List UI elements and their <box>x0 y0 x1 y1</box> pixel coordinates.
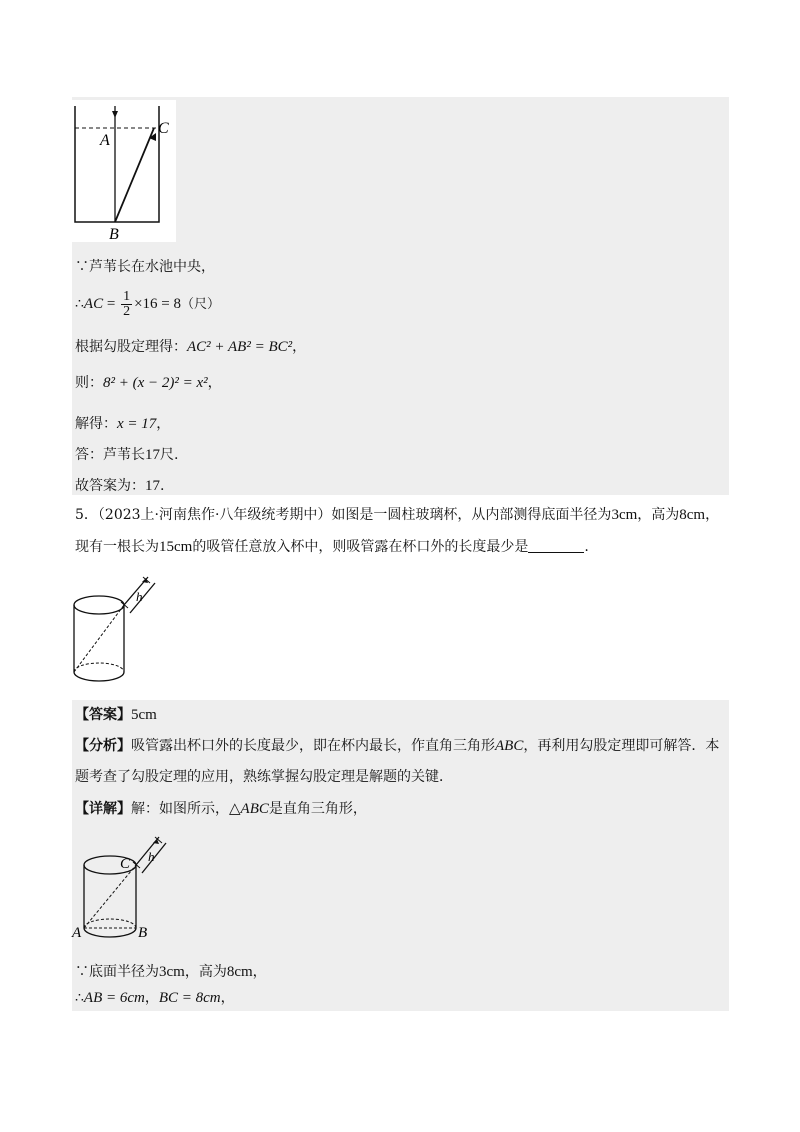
detail-line-2: ∵底面半径为3cm，高为8cm， <box>75 964 267 980</box>
sol-line-7: 故答案为：17. <box>75 478 165 494</box>
sol-line-3: 根据勾股定理得：AC² + AB² = BC²， <box>75 339 307 355</box>
detail-line-3: ∴AB = 6cm，BC = 8cm， <box>75 990 235 1006</box>
analysis-line-1: 【分析】吸管露出杯口外的长度最少，即在杯内最长，作直角三角形ABC，再利用勾股定理即可解答．本 <box>75 738 720 754</box>
sol-line-1: ∵芦苇长在水池中央， <box>75 259 215 275</box>
answer-line <box>75 705 157 725</box>
sol-line-4: 则：8² + (x − 2)² = x²， <box>75 375 222 391</box>
fraction: $\frac{1}{2}$ <box>123 288 131 319</box>
detail-line-1: 【详解】解：如图所示，△ABC是直角三角形， <box>75 801 367 817</box>
sol-line-6: 答：芦苇长17尺. <box>75 447 179 463</box>
pool-reed-figure <box>72 100 176 242</box>
label-h: h <box>148 849 155 864</box>
label-h: h <box>136 589 143 604</box>
cylinder-abc-figure <box>70 830 182 945</box>
label-c: C <box>158 120 169 137</box>
label-c: C <box>120 856 131 872</box>
question-line-1: 5．（2023上·河南焦作·八年级统考期中）如图是一圆柱玻璃杯，从内部测得底面半径为3cm，高为8cm， <box>75 507 720 523</box>
sol-line-2: ∴AC = $\frac{1}{2}$ ×16 = 8（尺） <box>75 288 220 319</box>
analysis-line-2: 题考查了勾股定理的应用，熟练掌握勾股定理是解题的关键． <box>75 769 453 785</box>
label-b: B <box>109 226 119 242</box>
label-b: B <box>138 925 148 941</box>
analysis-label: 【分析】 <box>75 738 131 754</box>
answer-label: 【答案】 <box>75 707 131 723</box>
question-line-2: 现有一根长为15cm的吸管任意放入杯中，则吸管露在杯口外的长度最少是 . <box>75 539 589 555</box>
answer-value: 5cm <box>131 707 157 723</box>
cylinder-straw-figure <box>70 572 170 687</box>
sol-line-5: 解得：x = 17， <box>75 416 171 432</box>
label-a: A <box>100 132 110 149</box>
detail-label: 【详解】 <box>75 801 131 817</box>
label-a: A <box>72 925 82 941</box>
answer-blank <box>528 538 584 553</box>
